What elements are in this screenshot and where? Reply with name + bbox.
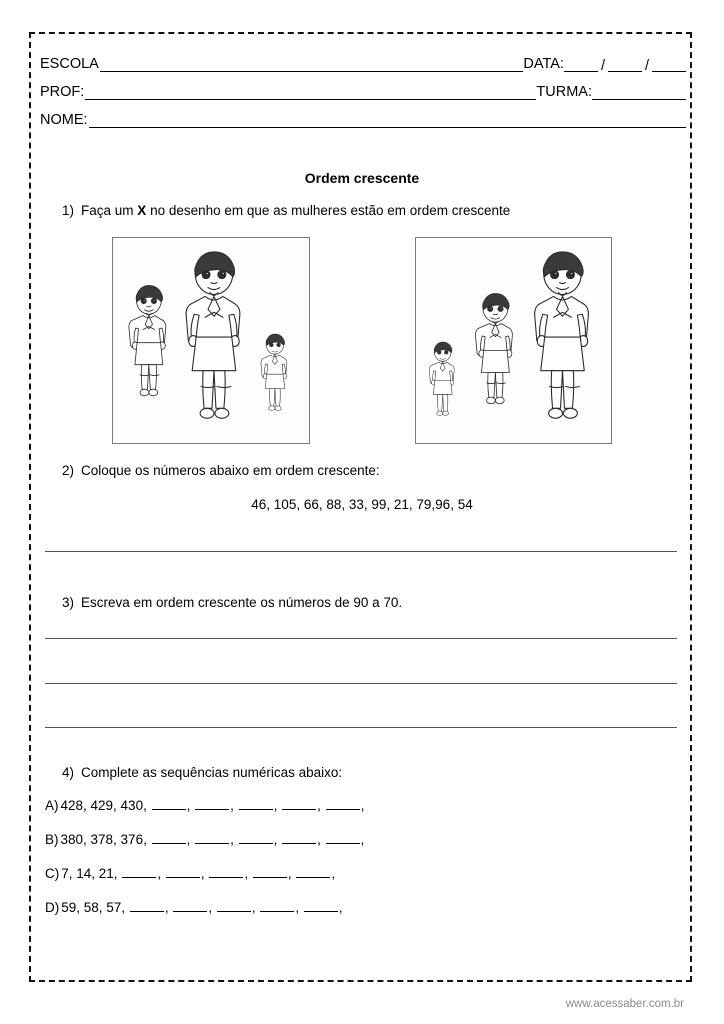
turma-input-line[interactable] <box>592 87 686 100</box>
date-separator-2: / <box>644 58 649 74</box>
question-2-text: Coloque os números abaixo em ordem crescente: <box>81 463 380 478</box>
escola-input-line[interactable] <box>100 59 524 72</box>
answer-blank[interactable] <box>326 798 360 810</box>
answer-blank[interactable] <box>173 900 207 912</box>
answer-blank[interactable] <box>326 832 360 844</box>
prof-label: PROF: <box>40 84 85 100</box>
student-info-header <box>40 44 686 128</box>
women-drawing-b <box>416 238 611 443</box>
sequence-item-b <box>45 832 364 847</box>
sequence-a-blanks[interactable]: , , , , , <box>147 798 365 813</box>
sequence-c-label: C) <box>45 866 60 881</box>
answer-blank[interactable] <box>239 798 273 810</box>
answer-blank[interactable] <box>195 798 229 810</box>
answer-blank[interactable] <box>253 866 287 878</box>
answer-blank[interactable] <box>282 832 316 844</box>
question-1-number: 1) <box>62 203 75 218</box>
question-2 <box>62 463 380 478</box>
data-label: DATA: <box>523 56 564 72</box>
question-1-text-after: no desenho em que as mulheres estão em ordem crescente <box>146 203 511 218</box>
answer-blank[interactable] <box>130 900 164 912</box>
sequence-d-given: 59, 58, 57, <box>61 900 126 915</box>
date-separator-1: / <box>600 58 605 74</box>
answer-blank[interactable] <box>217 900 251 912</box>
date-field-group[interactable] <box>564 59 686 72</box>
answer-blank[interactable] <box>166 866 200 878</box>
question-4 <box>62 765 342 780</box>
date-day-input[interactable] <box>564 59 598 72</box>
sequence-b-blanks[interactable]: , , , , , <box>147 832 365 847</box>
illustration-option-b[interactable] <box>415 237 612 444</box>
escola-label: ESCOLA <box>40 56 99 72</box>
question-2-answer-line[interactable] <box>45 551 677 552</box>
question-1 <box>62 203 510 218</box>
header-row-escola <box>40 44 686 72</box>
answer-blank[interactable] <box>304 900 338 912</box>
worksheet-title: Ordem crescente <box>304 170 420 186</box>
question-1-text-before: Faça um <box>81 203 138 218</box>
sequence-a-given: 428, 429, 430, <box>60 798 147 813</box>
sequence-c-blanks[interactable]: , , , , , <box>118 866 336 881</box>
answer-blank[interactable] <box>282 798 316 810</box>
sequence-item-a <box>45 798 364 813</box>
answer-blank[interactable] <box>152 832 186 844</box>
question-2-numbers: 46, 105, 66, 88, 33, 99, 21, 79,96, 54 <box>251 497 473 512</box>
sequence-item-d <box>45 900 343 915</box>
question-2-number: 2) <box>62 463 75 478</box>
answer-blank[interactable] <box>195 832 229 844</box>
sequence-d-label: D) <box>45 900 60 915</box>
nome-label: NOME: <box>40 112 88 128</box>
header-row-prof <box>40 72 686 100</box>
date-year-input[interactable] <box>652 59 686 72</box>
nome-input-line[interactable] <box>89 115 686 128</box>
answer-blank[interactable] <box>239 832 273 844</box>
question-3-number: 3) <box>62 595 75 610</box>
answer-blank[interactable] <box>260 900 294 912</box>
sequence-b-given: 380, 378, 376, <box>60 832 147 847</box>
question-1-bold-token: X <box>137 203 147 218</box>
illustration-option-a[interactable] <box>112 237 310 444</box>
question-3-answer-line-1[interactable] <box>45 638 677 639</box>
question-4-text: Complete as sequências numéricas abaixo: <box>81 765 343 780</box>
question-3-answer-line-3[interactable] <box>45 727 677 728</box>
sequence-item-c <box>45 866 335 881</box>
answer-blank[interactable] <box>122 866 156 878</box>
header-row-nome <box>40 100 686 128</box>
site-footer: www.acessaber.com.br <box>565 998 684 1010</box>
question-3-answer-line-2[interactable] <box>45 683 677 684</box>
answer-blank[interactable] <box>296 866 330 878</box>
turma-label: TURMA: <box>536 84 592 100</box>
answer-blank[interactable] <box>209 866 243 878</box>
question-3-text: Escreva em ordem crescente os números de 90 a 70. <box>81 595 403 610</box>
date-month-input[interactable] <box>608 59 642 72</box>
women-drawing-a <box>113 238 309 443</box>
question-3 <box>62 595 402 610</box>
prof-input-line[interactable] <box>85 87 536 100</box>
sequence-b-label: B) <box>45 832 59 847</box>
sequence-a-label: A) <box>45 798 59 813</box>
question-4-number: 4) <box>62 765 75 780</box>
answer-blank[interactable] <box>152 798 186 810</box>
sequence-c-given: 7, 14, 21, <box>61 866 118 881</box>
sequence-d-blanks[interactable]: , , , , , <box>125 900 343 915</box>
